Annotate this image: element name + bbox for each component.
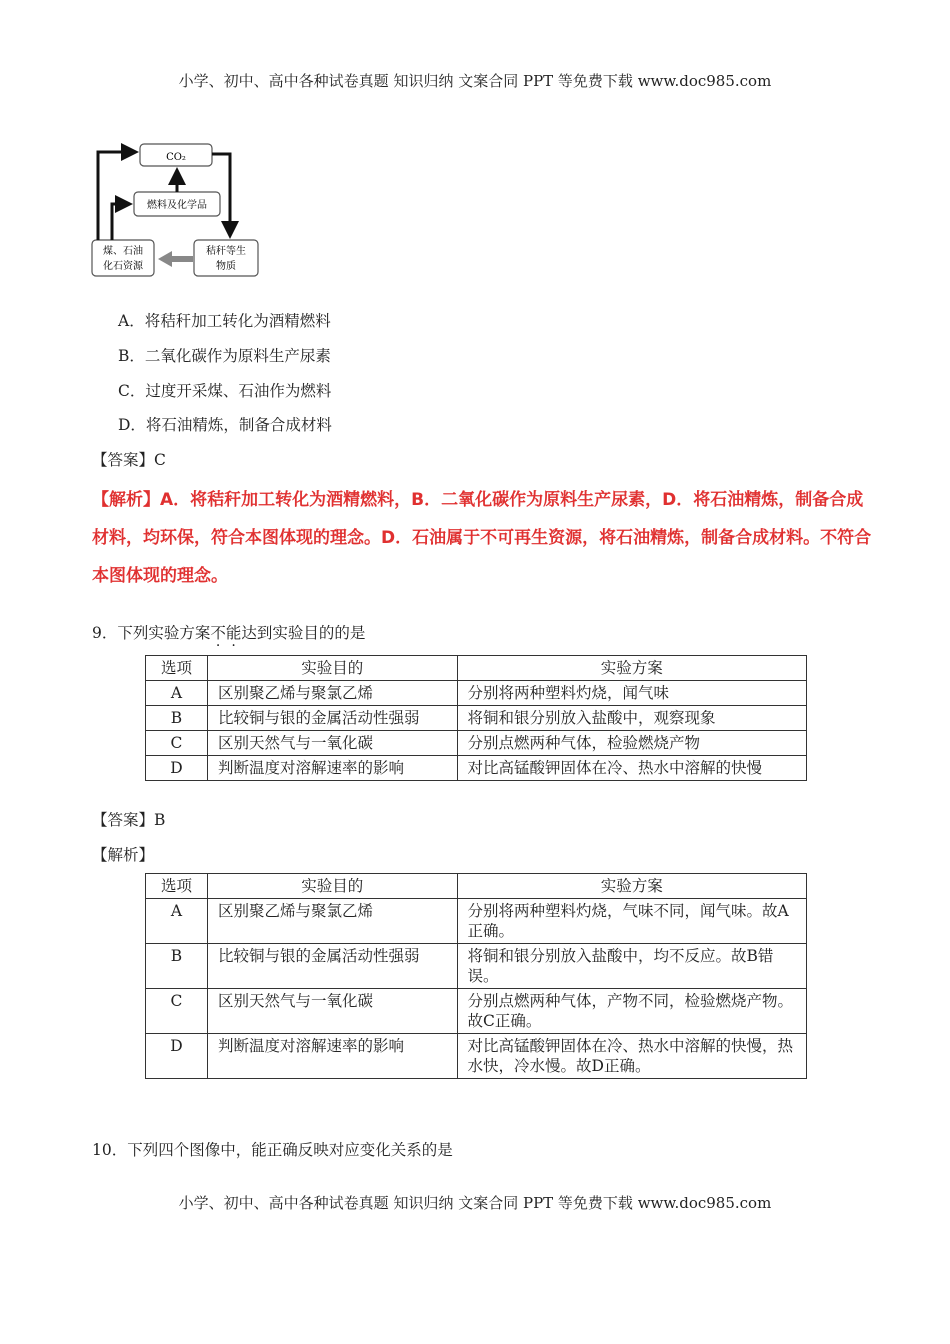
table-cell: 分别点燃两种气体，检验燃烧产物 bbox=[457, 731, 806, 756]
table-header: 实验方案 bbox=[457, 874, 806, 899]
table-cell: B bbox=[146, 944, 208, 989]
table-cell: 区别聚乙烯与聚氯乙烯 bbox=[207, 681, 457, 706]
table-header: 实验方案 bbox=[457, 656, 806, 681]
q9-stem-pre: 9．下列实验方案 bbox=[92, 624, 211, 642]
table-cell: 将铜和银分别放入盐酸中，观察现象 bbox=[457, 706, 806, 731]
table-cell: 比较铜与银的金属活动性强弱 bbox=[207, 944, 457, 989]
table-cell: B bbox=[146, 706, 208, 731]
coal-label-1: 煤、石油 bbox=[103, 246, 143, 257]
option-a: A．将秸秆加工转化为酒精燃料 bbox=[118, 312, 331, 330]
page-footer: 小学、初中、高中各种试卷真题 知识归纳 文案合同 PPT 等免费下载 www.doc985.com bbox=[178, 1194, 772, 1212]
table-header-row bbox=[146, 656, 807, 681]
q8-answer: 【答案】C bbox=[92, 451, 166, 469]
q9-answer: 【答案】B bbox=[92, 811, 166, 829]
co2-label: CO₂ bbox=[166, 152, 186, 163]
table-cell: 将铜和银分别放入盐酸中，均不反应。故B错误。 bbox=[457, 944, 806, 989]
table-header: 实验目的 bbox=[207, 656, 457, 681]
straw-label-2: 物质 bbox=[216, 261, 236, 272]
table-cell: 分别将两种塑料灼烧，闻气味 bbox=[457, 681, 806, 706]
table-row bbox=[146, 756, 807, 781]
option-c: C．过度开采煤、石油作为燃料 bbox=[118, 382, 332, 400]
table-header: 选项 bbox=[146, 656, 208, 681]
q10-stem: 10．下列四个图像中，能正确反映对应变化关系的是 bbox=[92, 1141, 453, 1159]
option-d: D．将石油精炼，制备合成材料 bbox=[118, 416, 332, 434]
table-row bbox=[146, 1034, 807, 1079]
table-cell: 区别聚乙烯与聚氯乙烯 bbox=[207, 899, 457, 944]
q9-stem bbox=[92, 621, 365, 643]
table-cell: A bbox=[146, 899, 208, 944]
table-cell: 判断温度对溶解速率的影响 bbox=[207, 1034, 457, 1079]
q9-stem-emphasis-2: 能 bbox=[225, 624, 242, 642]
coal-label-2: 化石资源 bbox=[103, 261, 143, 272]
table-row bbox=[146, 681, 807, 706]
carbon-cycle-diagram bbox=[90, 140, 265, 280]
table-cell: 区别天然气与一氧化碳 bbox=[207, 989, 457, 1034]
q8-analysis-label: 【解析】 bbox=[92, 490, 160, 510]
table-header: 实验目的 bbox=[207, 874, 457, 899]
q9-stem-emphasis-1: 不 bbox=[210, 624, 226, 642]
q9-analysis-table bbox=[145, 873, 807, 1079]
straw-label-1: 秸秆等生 bbox=[206, 246, 246, 257]
table-header: 选项 bbox=[146, 874, 208, 899]
table-row bbox=[146, 944, 807, 989]
table-cell: A bbox=[146, 681, 208, 706]
table-cell: C bbox=[146, 731, 208, 756]
table-cell: D bbox=[146, 1034, 208, 1079]
table-cell: D bbox=[146, 756, 208, 781]
q9-stem-post: 达到实验目的的是 bbox=[241, 624, 366, 642]
table-cell: C bbox=[146, 989, 208, 1034]
table-cell: 对比高锰酸钾固体在冷、热水中溶解的快慢，热水快，冷水慢。故D正确。 bbox=[457, 1034, 806, 1079]
table-cell: 分别点燃两种气体，产物不同，检验燃烧产物。故C正确。 bbox=[457, 989, 806, 1034]
table-row bbox=[146, 989, 807, 1034]
table-row bbox=[146, 731, 807, 756]
q8-analysis bbox=[92, 481, 872, 595]
q9-table bbox=[145, 655, 807, 781]
table-cell: 判断温度对溶解速率的影响 bbox=[207, 756, 457, 781]
q8-analysis-text: A．将秸秆加工转化为酒精燃料，B．二氧化碳作为原料生产尿素，D．将石油精炼，制备合成材料，均环保，符合本图体现的理念。D．石油属于不可再生资源，将石油精炼，制备合成材料。不符合本图体现的理念。 bbox=[92, 490, 872, 586]
table-cell: 分别将两种塑料灼烧，气味不同，闻气味。故A正确。 bbox=[457, 899, 806, 944]
option-b: B．二氧化碳作为原料生产尿素 bbox=[118, 347, 331, 365]
fuel-label: 燃料及化学品 bbox=[147, 200, 207, 211]
q9-analysis-label: 【解析】 bbox=[92, 846, 155, 864]
page-header: 小学、初中、高中各种试卷真题 知识归纳 文案合同 PPT 等免费下载 www.doc985.com bbox=[178, 72, 772, 90]
table-cell: 对比高锰酸钾固体在冷、热水中溶解的快慢 bbox=[457, 756, 806, 781]
table-cell: 比较铜与银的金属活动性强弱 bbox=[207, 706, 457, 731]
table-row bbox=[146, 899, 807, 944]
table-cell: 区别天然气与一氧化碳 bbox=[207, 731, 457, 756]
table-row bbox=[146, 706, 807, 731]
table-header-row bbox=[146, 874, 807, 899]
